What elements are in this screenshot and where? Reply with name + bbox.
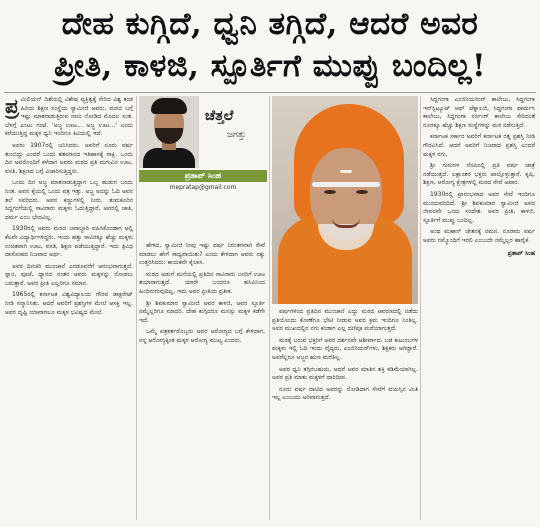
column-divider (269, 96, 270, 520)
paragraph: ಮಿಲಿಯನ್ ದಿಶೆಯಲ್ಲಿ ವಿಶೇಷ ವ್ಯಕ್ತಿತ್ವಕ್ಕೆ ಸೇರಿದ ವಿಶ್ವ ಕಂಡ ಹಿರಿಯ ಶಿಕ್ಷಣ ಸಂಸ್ಥೆಯ ಸ್ವಾಮೀಜಿ ಅವರು, ಮಠದ ಬಗ್ಗೆ ಇಷ್ಟು ಮಾತನಾಡುತ್ತಿರುವ ನಾನು ನೋಡಿದ ಮೊದಲ ಸಂತ. ಬೆಳಗ್ಗೆ ಎಂಟು ಗಂಟೆ. 'ಅಜ್ಜ ಊಟ... ಅಜ್ಜ ಊಟ...' ಎಂದು ಕರೆಯುತ್ತಿದ್ದ ಮಕ್ಕಳ ಧ್ವನಿ ಇಂದಿಗೂ ಕಿವಿಯಲ್ಲಿ ಇದೆ. (5, 96, 133, 138)
drop-cap: ಪ್ರ (5, 96, 19, 118)
column-subtitle: ಜಗತ್ತು (227, 130, 247, 140)
paragraph: ಸಿದ್ದಗಂಗಾ ಎಂಜಿನಿಯರಿಂಗ್ ಕಾಲೇಜು, ಸಿದ್ದಗಂಗಾ ಇನ್‌ಸ್ಟಿಟ್ಯೂಟ್ ಆಫ್ ಟೆಕ್ನಾಲಜಿ, ಸಿದ್ದಗಂಗಾ ಫಾರ್ಮಸಿ ಕಾಲೇಜು, ಸಿದ್ದಗಂಗಾ ನರ್ಸಿಂಗ್ ಕಾಲೇಜು ಸೇರಿದಂತೆ ನೂರಕ್ಕೂ ಹೆಚ್ಚು ಶಿಕ್ಷಣ ಸಂಸ್ಥೆಗಳನ್ನು ಮಠ ನಡೆಸುತ್ತಿದೆ. (423, 96, 535, 129)
headline-line-2: ಪ್ರೀತಿ, ಕಾಳಜಿ, ಸ್ಪೂರ್ತಿಗೆ ಮುಪ್ಪು ಬಂದಿಲ್ಲ! (53, 48, 487, 84)
article-column-right (423, 96, 535, 521)
paragraph: ಶ್ರೀ ಗುರುಗಳ ನೆನಪಿನಲ್ಲಿ ಪ್ರತಿ ವರ್ಷ ಜಾತ್ರೆ ನಡೆಯುತ್ತದೆ. ಲಕ್ಷಾಂತರ ಭಕ್ತರು ಪಾಲ್ಗೊಳ್ಳುತ್ತಾರೆ. ಕೃಷಿ, ಶಿಕ್ಷಣ, ಆರೋಗ್ಯ ಕ್ಷೇತ್ರಗಳಲ್ಲಿ ಮಠದ ಸೇವೆ ಅಪಾರ. (423, 162, 535, 187)
paragraph: ಕರ್ನಾಟಕ ಸರ್ಕಾರ ಅವರಿಗೆ ಕರ್ನಾಟಕ ರತ್ನ ಪ್ರಶಸ್ತಿ ನೀಡಿ ಗೌರವಿಸಿದೆ. ಆದರೆ ಅವರಿಗೆ ನಿಜವಾದ ಪ್ರಶಸ್ತಿ ಎಂದರೆ ಮಕ್ಕಳ ನಗು. (423, 133, 535, 158)
paragraph: ಅವರ ದಿನಚರಿ ಮುಂಜಾನೆ ಎರಡೂವರೆಗೆ ಆರಂಭವಾಗುತ್ತದೆ. ಸ್ನಾನ, ಪೂಜೆ, ಧ್ಯಾನದ ನಂತರ ಅವರು ಮಕ್ಕಳನ್ನು ನೋಡಲು ಬರುತ್ತಾರೆ. ಅವರ ಪ್ರೀತಿ ಎಲ್ಲರಿಗೂ ಸಮಾನ. (5, 262, 133, 287)
paragraph: ಮಠಕ್ಕೆ ಬರುವ ಭಕ್ತರಿಗೆ ಅವರ ದರ್ಶನವೇ ಆಶೀರ್ವಾದ. ಬಡ ಕುಟುಂಬಗಳ ಮಕ್ಕಳು ಇಲ್ಲಿ ಓದಿ ಇಂದು ವೈದ್ಯರು, ಎಂಜಿನಿಯರ್‌ಗಳು, ಶಿಕ್ಷಕರು ಆಗಿದ್ದಾರೆ. ಅವರೆಲ್ಲರೂ ಅಜ್ಜನ ಋಣ ಮರೆತಿಲ್ಲ. (272, 336, 418, 361)
paragraph: ಒಂದು ದಿನ ಅಜ್ಜ ಮಾತನಾಡುತ್ತಿದ್ದಾಗ ಒಬ್ಬ ಹುಡುಗ ಬಂದು ನಿಂತ. ಅವನ ಕೈಯಲ್ಲಿ ಒಂದು ಪತ್ರ ಇತ್ತು. ಅಜ್ಜ ಅದನ್ನು ಓದಿ ಅವನ ತಲೆ ಸವರಿದರು. ಅವನ ಕಣ್ಣುಗಳಲ್ಲಿ ನೀರು. ತುಮಕೂರಿನ ಸಿದ್ದಗಂಗೆಯಲ್ಲಿ ಸಾವಿರಾರು ಮಕ್ಕಳು ಓದುತ್ತಿದ್ದಾರೆ, ಅವರಲ್ಲಿ ಜಾತಿ, ಧರ್ಮ ಎಂಬ ಭೇದವಿಲ್ಲ. (5, 179, 133, 221)
headline-rule (4, 92, 536, 93)
paragraph: 1965ರಲ್ಲಿ ಕರ್ನಾಟಕ ವಿಶ್ವವಿದ್ಯಾಲಯ ಗೌರವ ಡಾಕ್ಟರೇಟ್ ನೀಡಿ ಸನ್ಮಾನಿಸಿತು. ಆದರೆ ಅವರಿಗೆ ಪ್ರಶಸ್ತಿಗಳ ಮೇಲೆ ಆಸಕ್ತಿ ಇಲ್ಲ. ಅವರ ದೃಷ್ಟಿ ಯಾವಾಗಲೂ ಮಕ್ಕಳ ಭವಿಷ್ಯದ ಮೇಲೆ. (5, 291, 133, 316)
column-title: ಚೆತ್ತಲೆ (205, 108, 234, 124)
paragraph: ಒಮ್ಮೆ ಪತ್ರಕರ್ತರೊಬ್ಬರು ಅವರ ಆರೋಗ್ಯದ ಬಗ್ಗೆ ಕೇಳಿದಾಗ, ನನ್ನ ಆರೋಗ್ಯಕ್ಕಿಂತ ಮಕ್ಕಳ ಆರೋಗ್ಯ ಮುಖ್ಯ ಎಂದರು. (139, 328, 265, 344)
article-column-photo-text (272, 308, 418, 522)
paragraph: ಮಠದ ಅಡುಗೆ ಮನೆಯಲ್ಲಿ ಪ್ರತಿದಿನ ಸಾವಿರಾರು ಜನರಿಗೆ ಊಟ ತಯಾರಾಗುತ್ತದೆ. ಯಾರೇ ಬಂದರೂ ಹಸಿವಿನಿಂದ ಹಿಂದಿರುಗುವುದಿಲ್ಲ. ಇದು ಅವರ ಪ್ರೀತಿಯ ಪ್ರತೀಕ. (139, 270, 265, 295)
author-email[interactable]: mepratap@gmail.com (169, 184, 237, 191)
swamiji-photo (272, 96, 418, 304)
author-portrait (139, 96, 199, 168)
column-divider (420, 96, 421, 520)
columnist-header (139, 96, 267, 240)
paragraph: ಶ್ರೀ ಶಿವಕುಮಾರ ಸ್ವಾಮೀಜಿ ಅವರ ಕಾಳಜಿ, ಅವರ ಸ್ಫೂರ್ತಿ ನಮ್ಮೆಲ್ಲರಿಗೂ ಮಾದರಿ. ದೇಹ ಕುಗ್ಗಿದರೂ ಮನಸ್ಸು ಮಕ್ಕಳ ಕಡೆಗೇ ಇದೆ. (139, 299, 265, 324)
paragraph: 1930ರಲ್ಲಿ ಪ್ರಾರಂಭವಾದ ಅವರ ಸೇವೆ ಇಂದಿಗೂ ಮುಂದುವರಿದಿದೆ. ಶ್ರೀ ಶಿವಕುಮಾರ ಸ್ವಾಮೀಜಿ ಅವರ ಜೀವನವೇ ಒಂದು ಸಂದೇಶ. ಅವರ ಪ್ರೀತಿ, ಕಾಳಜಿ, ಸ್ಫೂರ್ತಿಗೆ ಮುಪ್ಪು ಬಂದಿಲ್ಲ. (423, 190, 535, 224)
paragraph: ವರ್ಷಗಳಿಂದ ಪ್ರತಿದಿನ ಮುಂಜಾನೆ ಎದ್ದು ಮಠದ ಆವರಣದಲ್ಲಿ ನಡೆದು ಪ್ರತಿಯೊಂದು ಕೋಣೆಗೂ ಭೇಟಿ ನೀಡುವ ಅವರ ಕ್ರಮ ಇಂದಿಗೂ ನಿಂತಿಲ್ಲ. ಅವರ ಮುಖದಲ್ಲಿನ ನಗು ಕಂಡಾಗ ಎಲ್ಲ ದಣಿವೂ ಮರೆಯಾಗುತ್ತದೆ. (272, 308, 418, 333)
article-column-left (5, 96, 133, 521)
author-name: ಪ್ರತಾಪ್ ಸಿಂಹ (139, 170, 267, 182)
paragraph: ಅವರ ಧ್ವನಿ ತಗ್ಗಿರಬಹುದು, ಆದರೆ ಅವರ ಮಾತಿನ ಶಕ್ತಿ ಕಡಿಮೆಯಾಗಿಲ್ಲ. ಅವರ ಪ್ರತಿ ಮಾತು ಮಕ್ಕಳಿಗೆ ದಾರಿದೀಪ. (272, 365, 418, 382)
paragraph: ಅಂಥ ಮಹಾನ್ ಚೇತನಕ್ಕೆ ನಮನ. ನೂರಾರು ವರ್ಷ ಅವರು ನಮ್ಮೊಂದಿಗೆ ಇರಲಿ ಎಂಬುದೇ ನಮ್ಮೆಲ್ಲರ ಹಾರೈಕೆ. (423, 228, 535, 244)
paragraph: ಹೇಳಿದ, ಸ್ವಾಮೀಜಿ ನೀವು ಇಷ್ಟು ವರ್ಷ ನಿರಂತರವಾಗಿ ಸೇವೆ ಮಾಡಲು ಹೇಗೆ ಸಾಧ್ಯವಾಯಿತು? ಎಂದು ಕೇಳಿದಾಗ ಅವರು ನಕ್ಕು ಉತ್ತರಿಸಿದರು: ಕಾಯಕವೇ ಕೈಲಾಸ. (139, 242, 265, 267)
headline-line-1: ದೇಹ ಕುಗ್ಗಿದೆ, ಧ್ವನಿ ತಗ್ಗಿದೆ, ಆದರೆ ಅವರ (61, 6, 479, 42)
paragraph: 1930ರಲ್ಲಿ ಅವರು ಮಠದ ಜವಾಬ್ದಾರಿ ವಹಿಸಿಕೊಂಡಾಗ ಅಲ್ಲಿ ಕೆಲವೇ ವಿದ್ಯಾರ್ಥಿಗಳಿದ್ದರು. ಇಂದು ಹತ್ತು ಸಾವಿರಕ್ಕೂ ಹೆಚ್ಚು ಮಕ್ಕಳು ಉಚಿತವಾಗಿ ಊಟ, ವಸತಿ, ಶಿಕ್ಷಣ ಪಡೆಯುತ್ತಿದ್ದಾರೆ. ಇದು ತ್ರಿವಿಧ ದಾಸೋಹದ ನಿಜವಾದ ಅರ್ಥ. (5, 225, 133, 259)
article-column-mid (139, 242, 265, 522)
paragraph: ಅವರು 1907ರಲ್ಲಿ ಜನಿಸಿದರು. ಅವರಿಗೆ ನೂರು ವರ್ಷ ತುಂಬಿದ್ದು ಎಂದರೆ ಒಂದು ಶತಮಾನದ ಇತಿಹಾಸಕ್ಕೆ ಸಾಕ್ಷಿ. ಒಂದು ದಿನ ಅವರೊಂದಿಗೆ ಕಳೆದಾಗ ಅವರು ಮಠದ ಪ್ರತಿ ಮಗುವಿನ ಊಟ, ವಸತಿ, ಶಿಕ್ಷಣದ ಬಗ್ಗೆ ವಿಚಾರಿಸುತ್ತಿದ್ದರು. (5, 141, 133, 175)
signoff: ಪ್ರತಾಪ್ ಸಿಂಹ (507, 249, 535, 257)
paragraph: ನೂರು ವರ್ಷ ದಾಟಿದ ಅವರನ್ನು ನೋಡಿದಾಗ ಸೇವೆಗೆ ವಯಸ್ಸಿನ ಮಿತಿ ಇಲ್ಲ ಎಂಬುದು ಅರಿವಾಗುತ್ತದೆ. (272, 385, 418, 402)
column-divider (136, 96, 137, 520)
